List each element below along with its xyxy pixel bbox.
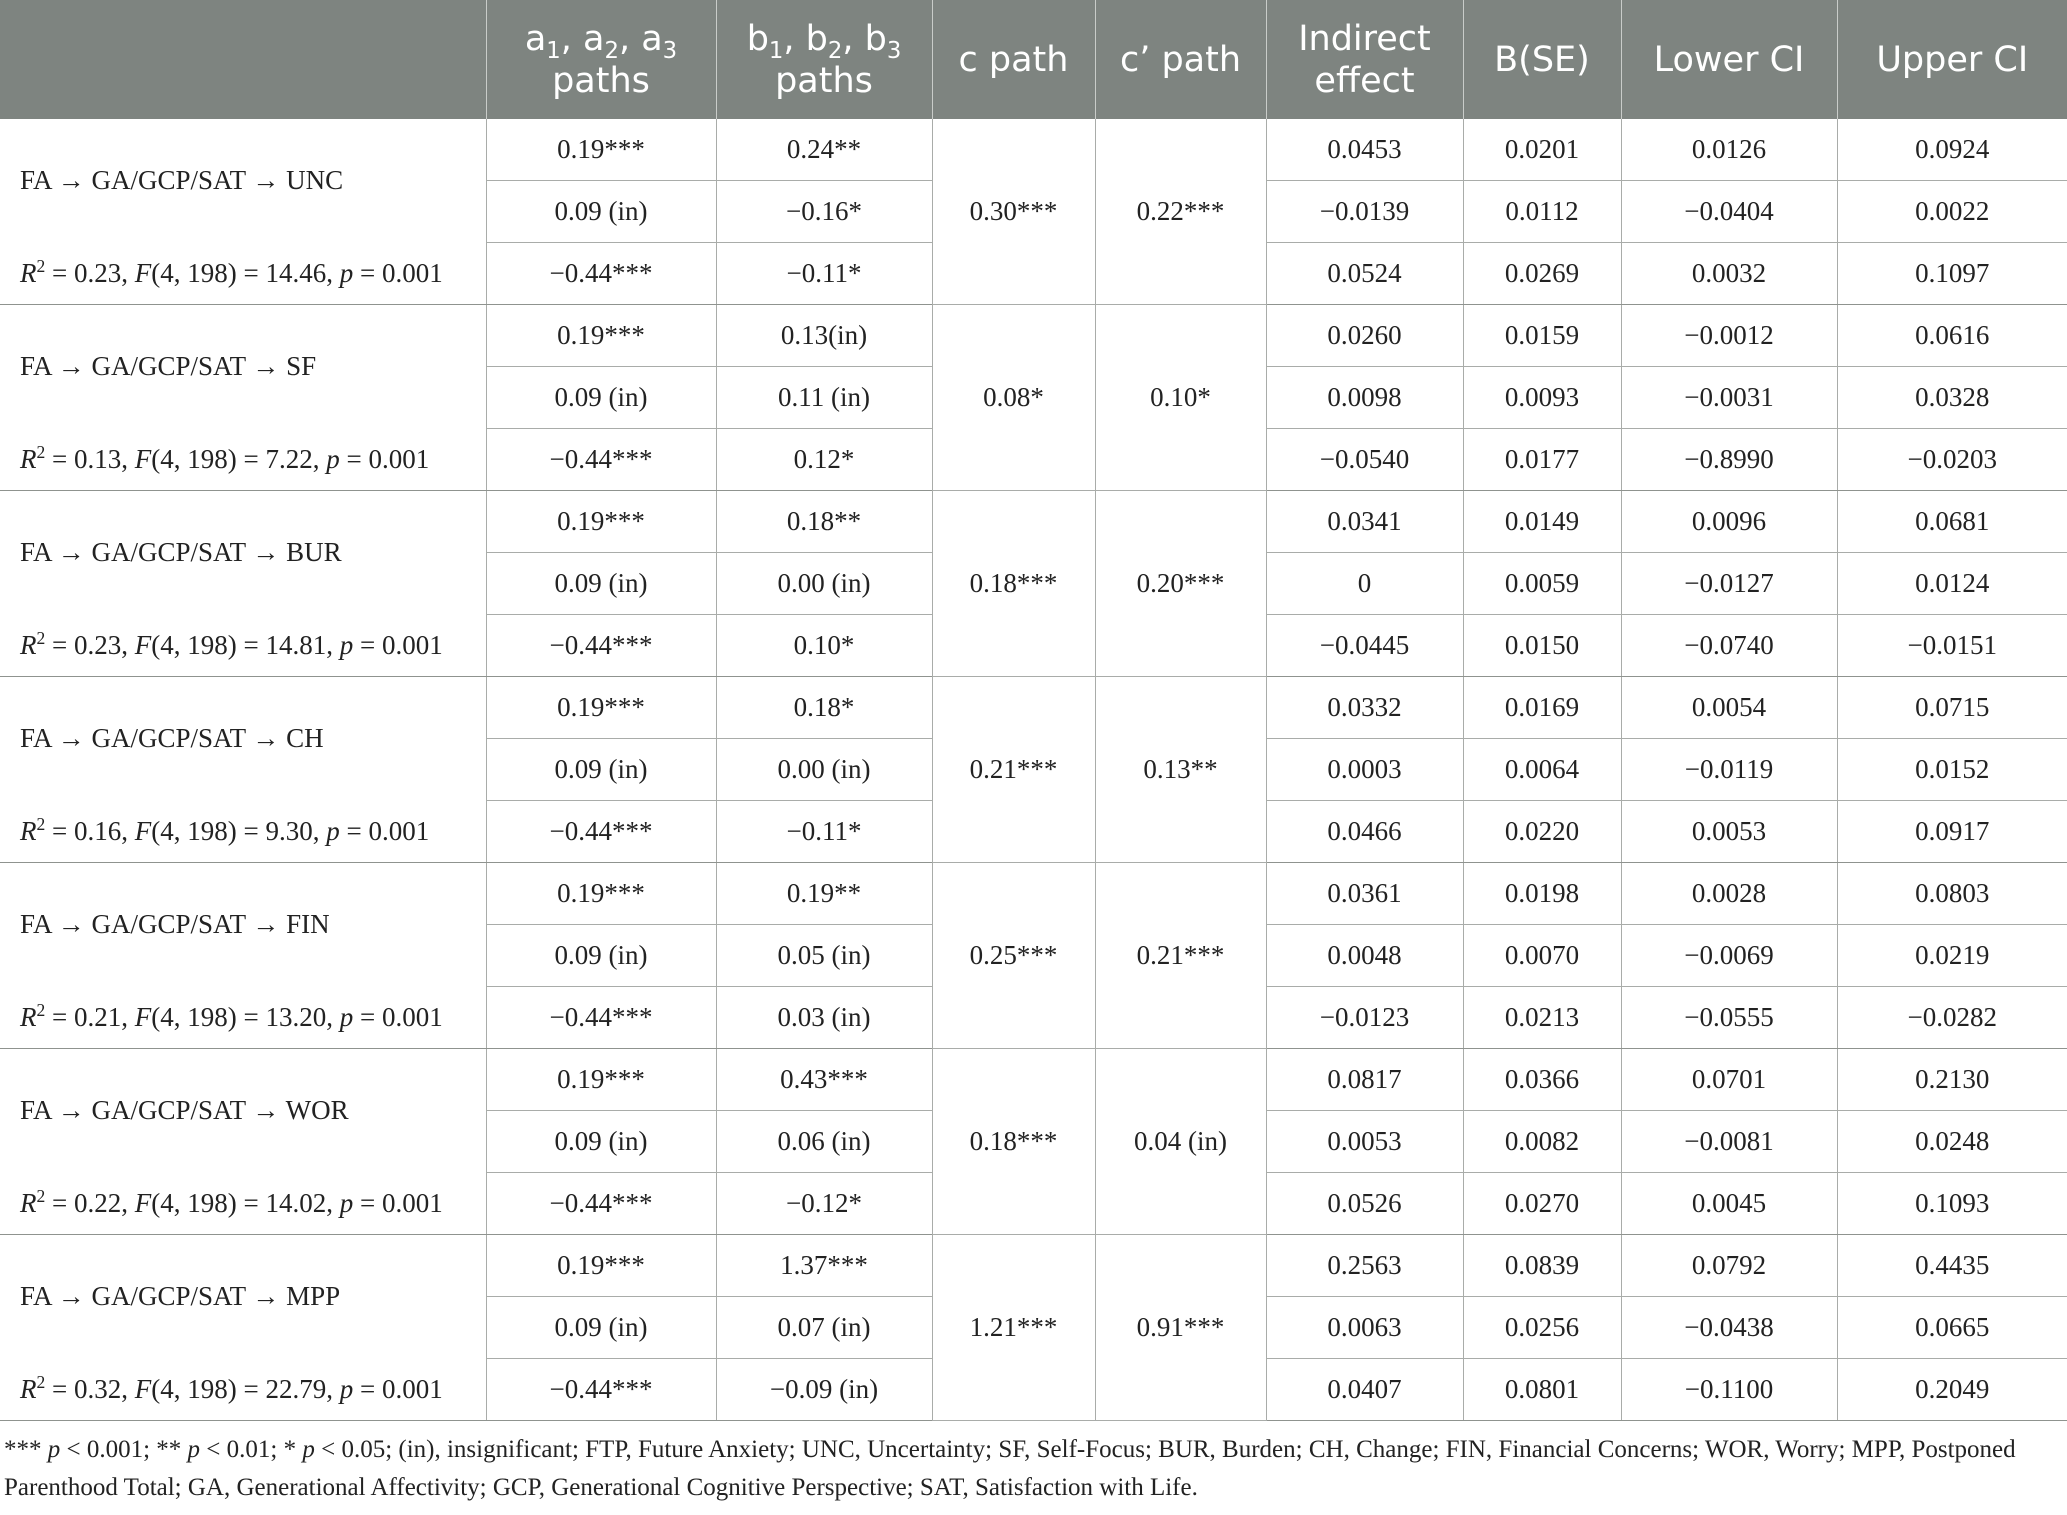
b-path-cell: 0.00 (in) (716, 553, 932, 615)
upper-ci-cell: 0.1093 (1837, 1173, 2067, 1235)
c-prime-path-cell: 0.13** (1095, 677, 1266, 863)
b-path-cell: 1.37*** (716, 1235, 932, 1297)
b-path-cell: 0.24** (716, 119, 932, 181)
upper-ci-cell: 0.0219 (1837, 925, 2067, 987)
c-path-cell: 0.18*** (932, 491, 1095, 677)
model-label: FA → GA/GCP/SAT → MPP (0, 1235, 486, 1359)
header-blank (0, 0, 486, 119)
a-path-cell: −0.44*** (486, 615, 716, 677)
indirect-effect-cell: 0.0053 (1266, 1111, 1463, 1173)
upper-ci-cell: 0.0616 (1837, 305, 2067, 367)
bse-cell: 0.0059 (1463, 553, 1621, 615)
b-path-cell: 0.19** (716, 863, 932, 925)
indirect-effect-cell: 0 (1266, 553, 1463, 615)
bse-cell: 0.0220 (1463, 801, 1621, 863)
indirect-effect-cell: 0.2563 (1266, 1235, 1463, 1297)
table-row (0, 305, 2067, 367)
a-path-cell: −0.44*** (486, 1173, 716, 1235)
header-b-paths: $b_1$, $b_2$, $b_3$ paths (716, 0, 932, 119)
lower-ci-cell: 0.0032 (1621, 243, 1837, 305)
table-row (0, 863, 2067, 925)
indirect-effect-cell: 0.0063 (1266, 1297, 1463, 1359)
c-prime-path-cell: 0.91*** (1095, 1235, 1266, 1421)
lower-ci-cell: −0.0119 (1621, 739, 1837, 801)
model-fit-stats: $R^2 = 0.21$, F(4, 198) = 13.20, p = 0.001 (0, 987, 486, 1049)
a-path-cell: 0.19*** (486, 491, 716, 553)
bse-cell: 0.0801 (1463, 1359, 1621, 1421)
indirect-effect-cell: 0.0332 (1266, 677, 1463, 739)
upper-ci-cell: −0.0282 (1837, 987, 2067, 1049)
bse-cell: 0.0839 (1463, 1235, 1621, 1297)
model-label: FA → GA/GCP/SAT → BUR (0, 491, 486, 615)
upper-ci-cell: −0.0203 (1837, 429, 2067, 491)
lower-ci-cell: 0.0054 (1621, 677, 1837, 739)
table-row (0, 491, 2067, 553)
indirect-effect-cell: 0.0407 (1266, 1359, 1463, 1421)
a-path-cell: 0.09 (in) (486, 367, 716, 429)
table-row (0, 1049, 2067, 1111)
model-fit-stats: $R^2 = 0.16$, F(4, 198) = 9.30, p = 0.001 (0, 801, 486, 863)
a-path-cell: 0.19*** (486, 119, 716, 181)
c-prime-path-cell: 0.04 (in) (1095, 1049, 1266, 1235)
upper-ci-cell: 0.0328 (1837, 367, 2067, 429)
bse-cell: 0.0256 (1463, 1297, 1621, 1359)
b-path-cell: 0.43*** (716, 1049, 932, 1111)
b-path-cell: −0.16* (716, 181, 932, 243)
indirect-effect-cell: −0.0540 (1266, 429, 1463, 491)
lower-ci-cell: 0.0096 (1621, 491, 1837, 553)
bse-cell: 0.0366 (1463, 1049, 1621, 1111)
upper-ci-cell: 0.0248 (1837, 1111, 2067, 1173)
bse-cell: 0.0270 (1463, 1173, 1621, 1235)
b-path-cell: 0.18** (716, 491, 932, 553)
c-path-cell: 0.18*** (932, 1049, 1095, 1235)
a-path-cell: 0.19*** (486, 305, 716, 367)
lower-ci-cell: −0.0012 (1621, 305, 1837, 367)
header-row (0, 0, 2067, 119)
indirect-effect-cell: −0.0123 (1266, 987, 1463, 1049)
c-path-cell: 0.21*** (932, 677, 1095, 863)
indirect-effect-cell: 0.0048 (1266, 925, 1463, 987)
a-path-cell: 0.09 (in) (486, 181, 716, 243)
model-fit-stats: $R^2 = 0.32$, F(4, 198) = 22.79, p = 0.001 (0, 1359, 486, 1421)
upper-ci-cell: 0.0917 (1837, 801, 2067, 863)
upper-ci-cell: 0.0715 (1837, 677, 2067, 739)
bse-cell: 0.0159 (1463, 305, 1621, 367)
upper-ci-cell: 0.0152 (1837, 739, 2067, 801)
b-path-cell: 0.18* (716, 677, 932, 739)
lower-ci-cell: 0.0053 (1621, 801, 1837, 863)
bse-cell: 0.0198 (1463, 863, 1621, 925)
a-path-cell: 0.09 (in) (486, 1297, 716, 1359)
c-prime-path-cell: 0.22*** (1095, 119, 1266, 305)
a-path-cell: 0.09 (in) (486, 553, 716, 615)
model-label: FA → GA/GCP/SAT → FIN (0, 863, 486, 987)
indirect-effect-cell: 0.0526 (1266, 1173, 1463, 1235)
b-path-cell: −0.09 (in) (716, 1359, 932, 1421)
header-lower-ci: Lower CI (1621, 0, 1837, 119)
table-row (0, 1235, 2067, 1297)
bse-cell: 0.0269 (1463, 243, 1621, 305)
bse-cell: 0.0093 (1463, 367, 1621, 429)
indirect-effect-cell: 0.0098 (1266, 367, 1463, 429)
model-label: FA → GA/GCP/SAT → CH (0, 677, 486, 801)
model-label: FA → GA/GCP/SAT → UNC (0, 119, 486, 243)
indirect-effect-cell: 0.0003 (1266, 739, 1463, 801)
a-path-cell: 0.19*** (486, 677, 716, 739)
indirect-effect-cell: −0.0445 (1266, 615, 1463, 677)
model-fit-stats: $R^2 = 0.13$, F(4, 198) = 7.22, p = 0.001 (0, 429, 486, 491)
b-path-cell: 0.03 (in) (716, 987, 932, 1049)
indirect-effect-cell: −0.0139 (1266, 181, 1463, 243)
bse-cell: 0.0201 (1463, 119, 1621, 181)
a-path-cell: 0.09 (in) (486, 925, 716, 987)
a-path-cell: 0.19*** (486, 863, 716, 925)
indirect-effect-cell: 0.0260 (1266, 305, 1463, 367)
upper-ci-cell: 0.0665 (1837, 1297, 2067, 1359)
header-indirect-effect: Indirect effect (1266, 0, 1463, 119)
upper-ci-cell: 0.4435 (1837, 1235, 2067, 1297)
model-label: FA → GA/GCP/SAT → SF (0, 305, 486, 429)
upper-ci-cell: 0.0681 (1837, 491, 2067, 553)
lower-ci-cell: −0.1100 (1621, 1359, 1837, 1421)
lower-ci-cell: 0.0045 (1621, 1173, 1837, 1235)
table-row (0, 677, 2067, 739)
indirect-effect-cell: 0.0361 (1266, 863, 1463, 925)
bse-cell: 0.0112 (1463, 181, 1621, 243)
lower-ci-cell: 0.0701 (1621, 1049, 1837, 1111)
header-upper-ci: Upper CI (1837, 0, 2067, 119)
b-path-cell: 0.05 (in) (716, 925, 932, 987)
lower-ci-cell: −0.0031 (1621, 367, 1837, 429)
upper-ci-cell: 0.0022 (1837, 181, 2067, 243)
bse-cell: 0.0149 (1463, 491, 1621, 553)
model-fit-stats: $R^2 = 0.22$, F(4, 198) = 14.02, p = 0.001 (0, 1173, 486, 1235)
c-prime-path-cell: 0.20*** (1095, 491, 1266, 677)
table-row (0, 119, 2067, 181)
lower-ci-cell: −0.0555 (1621, 987, 1837, 1049)
lower-ci-cell: −0.0740 (1621, 615, 1837, 677)
indirect-effect-cell: 0.0341 (1266, 491, 1463, 553)
c-path-cell: 0.30*** (932, 119, 1095, 305)
upper-ci-cell: 0.0124 (1837, 553, 2067, 615)
a-path-cell: −0.44*** (486, 987, 716, 1049)
table-footnote: *** p < 0.001; ** p < 0.01; * p < 0.05; (in), insignificant; FTP, Future Anxiety; UNC, Uncertainty; SF, Self-Focus; BUR, Burden; CH, Change; FIN, Financial Concerns; WOR, Worry; MPP, Postponed Parenthood Total; GA, Generational Affectivity; GCP, Generational Cognitive Perspective; SAT, Satisfaction with Life. (4, 1436, 2016, 1501)
c-prime-path-cell: 0.21*** (1095, 863, 1266, 1049)
header-a-paths: $a_1$, $a_2$, $a_3$ paths (486, 0, 716, 119)
lower-ci-cell: −0.0069 (1621, 925, 1837, 987)
indirect-effect-cell: 0.0817 (1266, 1049, 1463, 1111)
header-c-path: c path (932, 0, 1095, 119)
indirect-effect-cell: 0.0453 (1266, 119, 1463, 181)
upper-ci-cell: 0.2049 (1837, 1359, 2067, 1421)
a-path-cell: 0.09 (in) (486, 1111, 716, 1173)
bse-cell: 0.0169 (1463, 677, 1621, 739)
lower-ci-cell: −0.0081 (1621, 1111, 1837, 1173)
bse-cell: 0.0213 (1463, 987, 1621, 1049)
b-path-cell: 0.00 (in) (716, 739, 932, 801)
a-path-cell: −0.44*** (486, 801, 716, 863)
c-path-cell: 0.08* (932, 305, 1095, 491)
upper-ci-cell: 0.1097 (1837, 243, 2067, 305)
model-label: FA → GA/GCP/SAT → WOR (0, 1049, 486, 1173)
c-path-cell: 0.25*** (932, 863, 1095, 1049)
b-path-cell: 0.06 (in) (716, 1111, 932, 1173)
header-bse: B(SE) (1463, 0, 1621, 119)
lower-ci-cell: 0.0126 (1621, 119, 1837, 181)
a-path-cell: 0.09 (in) (486, 739, 716, 801)
bse-cell: 0.0082 (1463, 1111, 1621, 1173)
table-body (0, 119, 2067, 1421)
upper-ci-cell: −0.0151 (1837, 615, 2067, 677)
bse-cell: 0.0070 (1463, 925, 1621, 987)
b-path-cell: −0.11* (716, 243, 932, 305)
b-path-cell: 0.10* (716, 615, 932, 677)
table-header (0, 0, 2067, 119)
b-path-cell: −0.12* (716, 1173, 932, 1235)
b-path-cell: −0.11* (716, 801, 932, 863)
upper-ci-cell: 0.2130 (1837, 1049, 2067, 1111)
a-path-cell: 0.19*** (486, 1049, 716, 1111)
bse-cell: 0.0064 (1463, 739, 1621, 801)
a-path-cell: −0.44*** (486, 1359, 716, 1421)
upper-ci-cell: 0.0803 (1837, 863, 2067, 925)
lower-ci-cell: −0.0438 (1621, 1297, 1837, 1359)
a-path-cell: −0.44*** (486, 243, 716, 305)
lower-ci-cell: −0.0404 (1621, 181, 1837, 243)
b-path-cell: 0.12* (716, 429, 932, 491)
b-path-cell: 0.07 (in) (716, 1297, 932, 1359)
c-prime-path-cell: 0.10* (1095, 305, 1266, 491)
bse-cell: 0.0177 (1463, 429, 1621, 491)
indirect-effect-cell: 0.0466 (1266, 801, 1463, 863)
a-path-cell: −0.44*** (486, 429, 716, 491)
model-fit-stats: $R^2 = 0.23$, F(4, 198) = 14.46, p = 0.001 (0, 243, 486, 305)
lower-ci-cell: −0.0127 (1621, 553, 1837, 615)
lower-ci-cell: −0.8990 (1621, 429, 1837, 491)
lower-ci-cell: 0.0028 (1621, 863, 1837, 925)
a-path-cell: 0.19*** (486, 1235, 716, 1297)
bse-cell: 0.0150 (1463, 615, 1621, 677)
b-path-cell: 0.11 (in) (716, 367, 932, 429)
model-fit-stats: $R^2 = 0.23$, F(4, 198) = 14.81, p = 0.001 (0, 615, 486, 677)
indirect-effect-cell: 0.0524 (1266, 243, 1463, 305)
header-c-prime-path: c’ path (1095, 0, 1266, 119)
b-path-cell: 0.13(in) (716, 305, 932, 367)
lower-ci-cell: 0.0792 (1621, 1235, 1837, 1297)
c-path-cell: 1.21*** (932, 1235, 1095, 1421)
upper-ci-cell: 0.0924 (1837, 119, 2067, 181)
